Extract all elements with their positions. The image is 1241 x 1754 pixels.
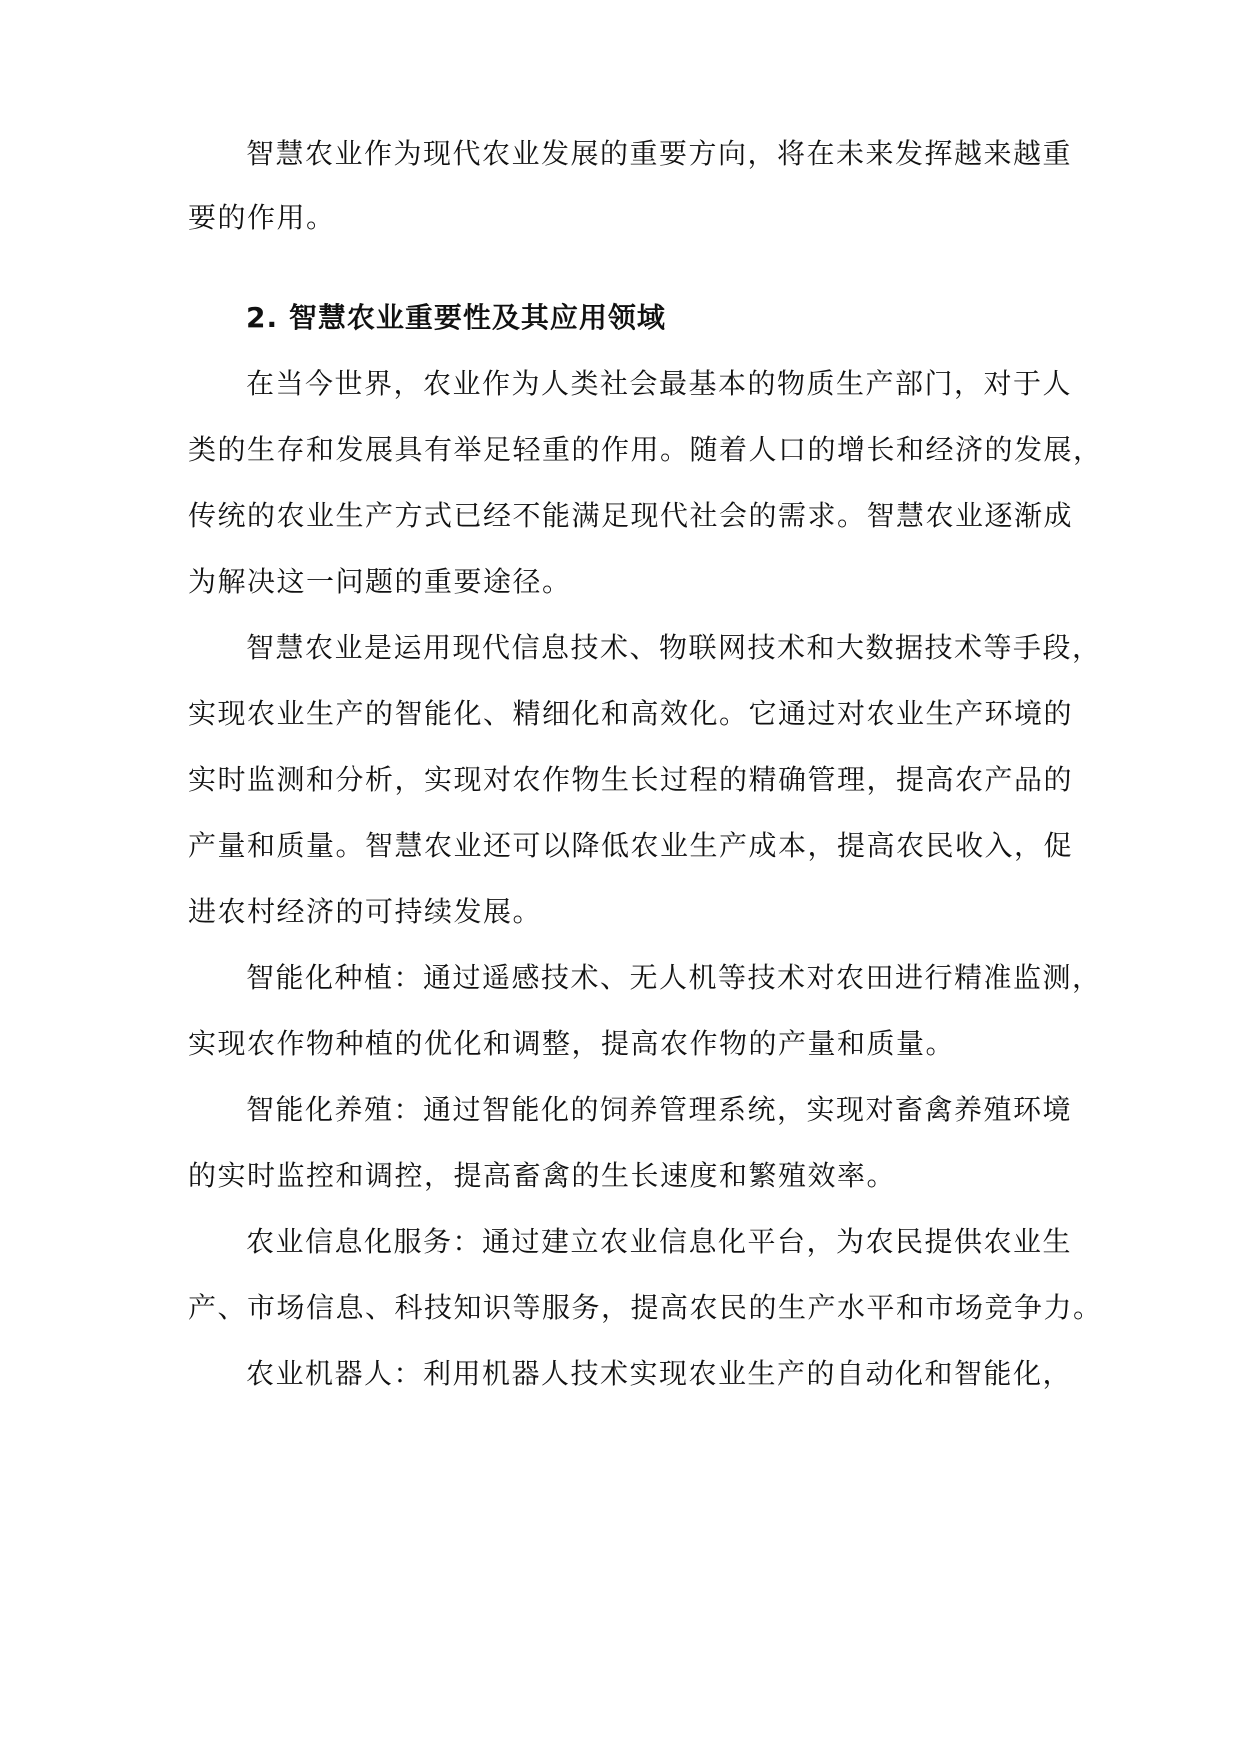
paragraph-2-line-5: 进农村经济的可持续发展。: [188, 895, 543, 928]
paragraph-4-line-2: 的实时监控和调控，提高畜禽的生长速度和繁殖效率。: [188, 1159, 897, 1192]
paragraph-1-line-2: 类的生存和发展具有举足轻重的作用。随着人口的增长和经济的发展，: [188, 433, 1103, 466]
paragraph-2-line-3: 实时监测和分析，实现对农作物生长过程的精确管理，提高农产品的: [188, 763, 1074, 796]
section-heading: 2. 智慧农业重要性及其应用领域: [246, 301, 666, 334]
paragraph-1-line-3: 传统的农业生产方式已经不能满足现代社会的需求。智慧农业逐渐成: [188, 499, 1074, 532]
paragraph-1-line-4: 为解决这一问题的重要途径。: [188, 565, 572, 598]
paragraph-2-line-2: 实现农业生产的智能化、精细化和高效化。它通过对农业生产环境的: [188, 697, 1074, 730]
paragraph-3-line-2: 实现农作物种植的优化和调整，提高农作物的产量和质量。: [188, 1027, 956, 1060]
intro-line-2: 要的作用。: [188, 201, 336, 234]
paragraph-6-line-1: 农业机器人：利用机器人技术实现农业生产的自动化和智能化，: [246, 1357, 1073, 1390]
paragraph-2-line-1: 智慧农业是运用现代信息技术、物联网技术和大数据技术等手段，: [246, 631, 1102, 664]
paragraph-2-line-4: 产量和质量。智慧农业还可以降低农业生产成本，提高农民收入，促: [188, 829, 1074, 862]
paragraph-5-line-2: 产、市场信息、科技知识等服务，提高农民的生产水平和市场竞争力。: [188, 1291, 1103, 1324]
paragraph-4-line-1: 智能化养殖：通过智能化的饲养管理系统，实现对畜禽养殖环境: [246, 1093, 1073, 1126]
paragraph-5-line-1: 农业信息化服务：通过建立农业信息化平台，为农民提供农业生: [246, 1225, 1073, 1258]
paragraph-3-line-1: 智能化种植：通过遥感技术、无人机等技术对农田进行精准监测，: [246, 961, 1102, 994]
paragraph-1-line-1: 在当今世界，农业作为人类社会最基本的物质生产部门，对于人: [246, 367, 1073, 400]
intro-line-1: 智慧农业作为现代农业发展的重要方向，将在未来发挥越来越重: [246, 137, 1073, 170]
